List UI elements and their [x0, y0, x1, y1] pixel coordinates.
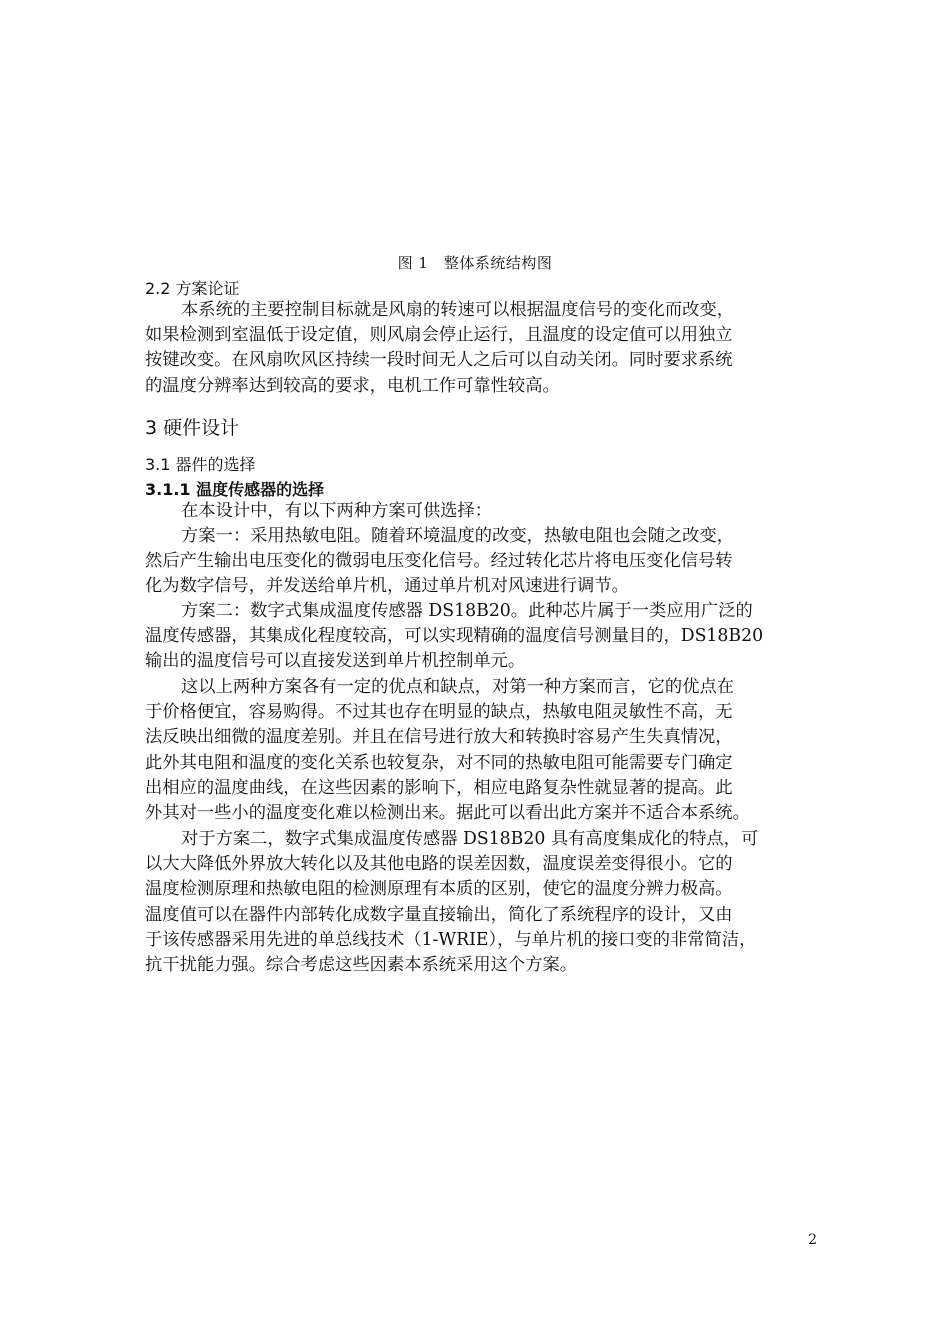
paragraph-line: 对于方案二，数字式集成温度传感器 DS18B20 具有高度集成化的特点，可 — [181, 829, 759, 849]
paragraph-line: 输出的温度信号可以直接发送到单片机控制单元。 — [145, 651, 526, 672]
comparison-paragraph — [145, 675, 820, 826]
paragraph-line: 温度值可以在器件内部转化成数字量直接输出，简化了系统程序的设计，又由 — [145, 904, 733, 925]
paragraph-line: 本系统的主要控制目标就是风扇的转速可以根据温度信号的变化而改变， — [181, 300, 735, 320]
paragraph-line: 出相应的温度曲线，在这些因素的影响下，相应电路复杂性就显著的提高。此 — [145, 777, 733, 798]
paragraph-line: 的温度分辨率达到较高的要求，电机工作可靠性较高。 — [145, 375, 560, 396]
paragraph-line: 温度传感器，其集成化程度较高，可以实现精确的温度信号测量目的，DS18B20 — [145, 626, 764, 647]
paragraph-line: 如果检测到室温低于设定值，则风扇会停止运行，且温度的设定值可以用独立 — [145, 325, 733, 346]
figure-caption: 图 1 整体系统结构图 — [397, 254, 553, 272]
paragraph-line: 在本设计中，有以下两种方案可供选择： — [181, 501, 493, 521]
paragraph-line: 于该传感器采用先进的单总线技术（1-WRIE），与单片机的接口变的非常简洁， — [145, 929, 757, 950]
paragraph-line: 这以上两种方案各有一定的优点和缺点，对第一种方案而言，它的优点在 — [181, 677, 735, 697]
option-one-paragraph — [145, 524, 820, 600]
paragraph-line: 以大大降低外界放大转化以及其他电路的误差因数，温度误差变得很小。它的 — [145, 854, 733, 875]
paragraph-line: 抗干扰能力强。综合考虑这些因素本系统采用这个方案。 — [145, 954, 578, 975]
paragraph-line: 化为数字信号，并发送给单片机，通过单片机对风速进行调节。 — [145, 576, 629, 597]
paragraph-line: 法反映出细微的温度差别。并且在信号进行放大和转换时容易产生失真情况， — [145, 727, 733, 748]
section-2-2-heading: 2.2 方案论证 — [145, 279, 240, 298]
section-3-heading: 3 硬件设计 — [145, 417, 240, 439]
paragraph-line: 然后产生输出电压变化的微弱电压变化信号。经过转化芯片将电压变化信号转 — [145, 551, 733, 572]
paragraph-line: 外其对一些小的温度变化难以检测出来。据此可以看出此方案并不适合本系统。 — [145, 802, 750, 823]
paragraph-line: 按键改变。在风扇吹风区持续一段时间无人之后可以自动关闭。同时要求系统 — [145, 350, 733, 371]
section-2-2-paragraph — [145, 298, 820, 399]
paragraph-line: 于价格便宜，容易购得。不过其也存在明显的缺点，热敏电阻灵敏性不高，无 — [145, 702, 733, 723]
paragraph-line: 方案一：采用热敏电阻。随着环境温度的改变，热敏电阻也会随之改变， — [181, 526, 735, 546]
option-two-paragraph — [145, 599, 820, 675]
paragraph-line: 方案二：数字式集成温度传感器 DS18B20。此种芯片属于一类应用广泛的 — [181, 601, 753, 621]
intro-paragraph — [145, 499, 820, 524]
section-3-1-heading: 3.1 器件的选择 — [145, 455, 256, 474]
paragraph-line: 此外其电阻和温度的变化关系也较复杂，对不同的热敏电阻可能需要专门确定 — [145, 752, 733, 773]
section-3-1-1-heading: 3.1.1 温度传感器的选择 — [145, 480, 325, 499]
paragraph-line: 温度检测原理和热敏电阻的检测原理有本质的区别，使它的温度分辨力极高。 — [145, 879, 733, 900]
choice-paragraph — [145, 827, 820, 978]
page-number: 2 — [808, 1232, 817, 1248]
